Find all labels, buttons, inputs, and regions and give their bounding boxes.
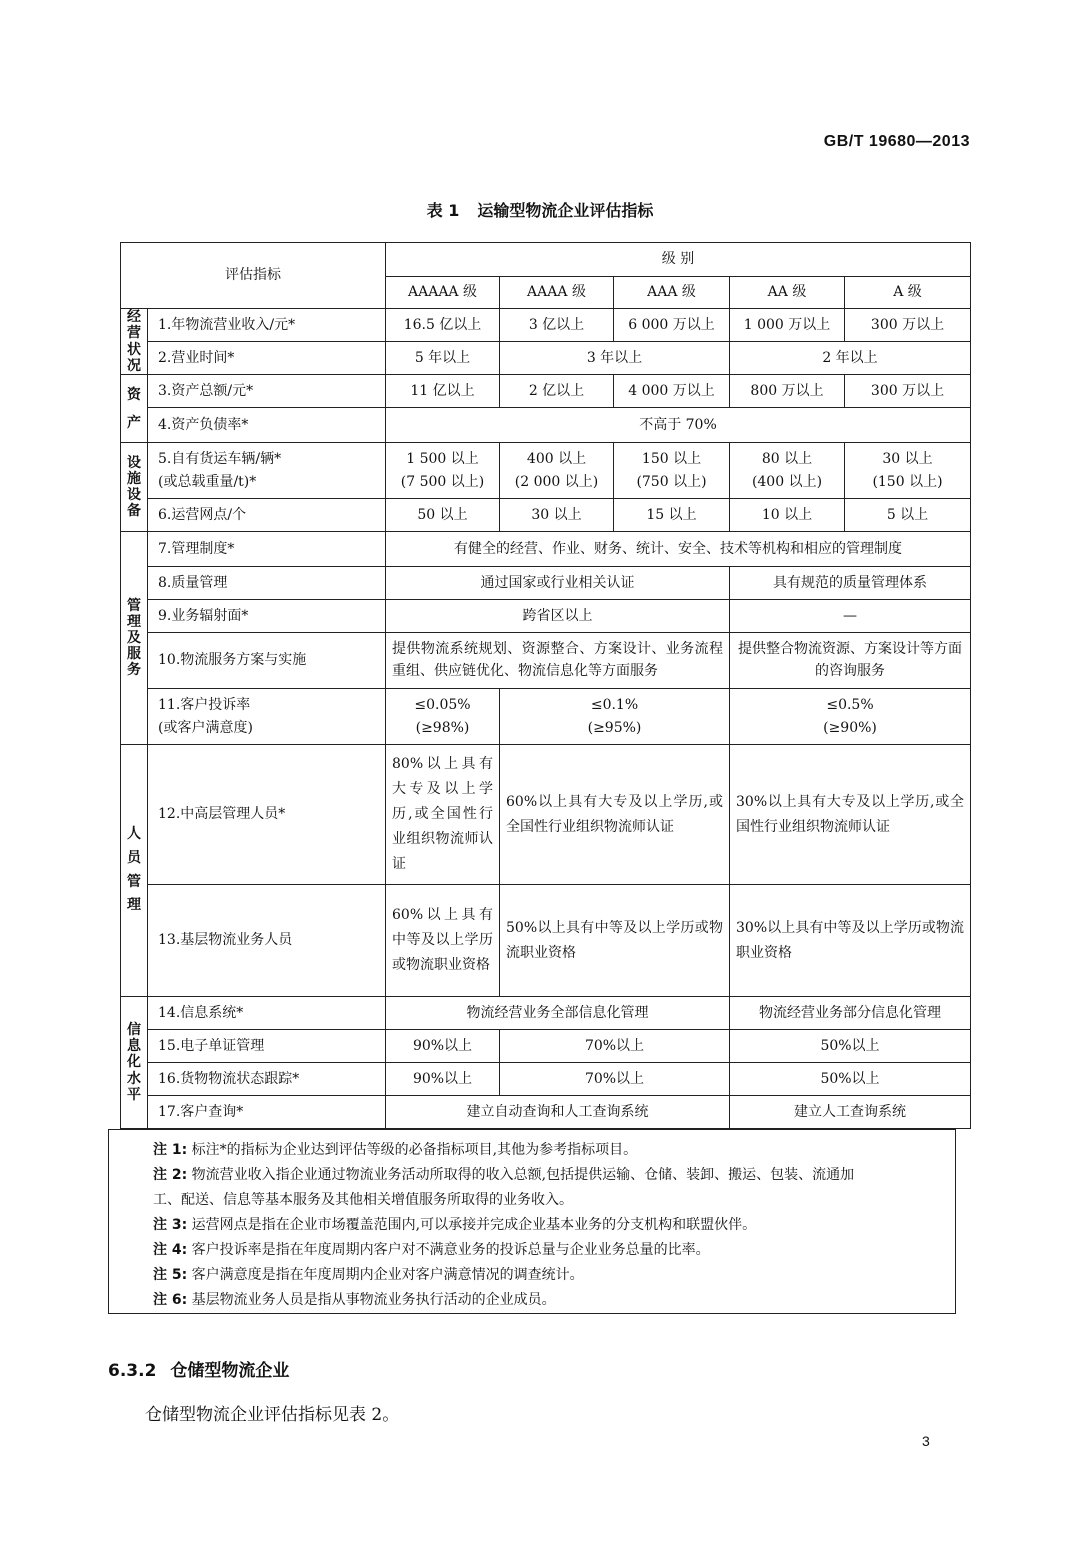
section-number: 6.3.2: [108, 1361, 157, 1381]
indicator-label: 3.资产总额/元*: [148, 375, 386, 408]
indicator-label: 10.物流服务方案与实施: [148, 633, 386, 689]
table-cell: 3 年以上: [500, 342, 730, 375]
table-cell: 90%以上: [386, 1030, 500, 1063]
table-cell: 400 以上 (2 000 以上): [500, 443, 614, 499]
indicator-label: 15.电子单证管理: [148, 1030, 386, 1063]
table-cell: 2 亿以上: [500, 375, 614, 408]
category-assets: 资产: [121, 375, 148, 443]
table-cell: 16.5 亿以上: [386, 309, 500, 342]
level-header: 级 别: [386, 243, 971, 277]
table-cell: 80 以上 (400 以上): [730, 443, 845, 499]
category-facilities: 设施设备: [121, 443, 148, 532]
note-item: 注 1: 标注*的指标为企业达到评估等级的必备指标项目,其他为参考指标项目。: [153, 1142, 638, 1158]
table-cell: 300 万以上: [845, 375, 971, 408]
table-cell: 物流经营业务全部信息化管理: [386, 997, 730, 1030]
note-continuation: 工、配送、信息等基本服务及其他相关增值服务所取得的业务收入。: [153, 1192, 573, 1208]
indicator-label: 8.质量管理: [148, 567, 386, 600]
table-cell: 150 以上 (750 以上): [614, 443, 730, 499]
table-cell: 90%以上: [386, 1063, 500, 1096]
note-item: 注 6: 基层物流业务人员是指从事物流业务执行活动的企业成员。: [153, 1292, 556, 1308]
table-notes: [108, 1129, 956, 1314]
note-item: 注 4: 客户投诉率是指在年度周期内客户对不满意业务的投诉总量与企业业务总量的比率。: [153, 1242, 710, 1258]
category-personnel: 人员管理: [121, 745, 148, 997]
table-cell: ≤0.1% (≥95%): [500, 689, 730, 745]
table-cell: 30 以上 (150 以上): [845, 443, 971, 499]
table-cell: 50 以上: [386, 499, 500, 532]
indicator-label: 12.中高层管理人员*: [148, 745, 386, 885]
standard-number: GB/T 19680—2013: [823, 133, 970, 150]
table-cell: 物流经营业务部分信息化管理: [730, 997, 971, 1030]
table-title: [0, 198, 1080, 221]
table-cell: 30%以上具有大专及以上学历,或全国性行业组织物流师认证: [730, 745, 971, 885]
table-cell: 60%以上具有大专及以上学历,或全国性行业组织物流师认证: [500, 745, 730, 885]
table-cell: 1 500 以上 (7 500 以上): [386, 443, 500, 499]
table-cell: 11 亿以上: [386, 375, 500, 408]
table-cell: ≤0.5% (≥90%): [730, 689, 971, 745]
table-cell: 建立人工查询系统: [730, 1096, 971, 1129]
indicator-label: [148, 443, 386, 499]
body-paragraph: 仓储型物流企业评估指标见表 2。: [145, 1405, 400, 1425]
indicator-label: 16.货物物流状态跟踪*: [148, 1063, 386, 1096]
indicator-label: 11.客户投诉率 (或客户满意度): [148, 689, 386, 745]
table-title-text: 运输型物流企业评估指标: [477, 201, 654, 220]
corner-header: 评估指标: [121, 243, 386, 309]
table-cell: 提供物流系统规划、资源整合、方案设计、业务流程重组、供应链优化、物流信息化等方面服务: [386, 633, 730, 689]
table-cell: 60%以上具有中等及以上学历或物流职业资格: [386, 885, 500, 997]
table-cell: 30 以上: [500, 499, 614, 532]
table-cell: 2 年以上: [730, 342, 971, 375]
table-cell: 70%以上: [500, 1063, 730, 1096]
note-item: 注 5: 客户满意度是指在年度周期内企业对客户满意情况的调查统计。: [153, 1267, 584, 1283]
table-cell: 70%以上: [500, 1030, 730, 1063]
level-header-cell: AAA 级: [614, 277, 730, 309]
table-cell: 10 以上: [730, 499, 845, 532]
table-cell: 50%以上具有中等及以上学历或物流职业资格: [500, 885, 730, 997]
level-header-cell: A 级: [845, 277, 971, 309]
table-cell: 6 000 万以上: [614, 309, 730, 342]
evaluation-table: [120, 242, 971, 1129]
table-cell: 300 万以上: [845, 309, 971, 342]
table-cell: 有健全的经营、作业、财务、统计、安全、技术等机构和相应的管理制度: [386, 532, 971, 567]
section-title: 仓储型物流企业: [170, 1361, 290, 1381]
table-cell: 3 亿以上: [500, 309, 614, 342]
section-heading: [108, 1356, 289, 1381]
indicator-label: 4.资产负债率*: [148, 408, 386, 443]
indicator-label-line: 5.自有货运车辆/辆*: [158, 451, 282, 468]
page-number: 3: [922, 1433, 930, 1449]
indicator-label: 17.客户查询*: [148, 1096, 386, 1129]
table-cell: ≤0.05% (≥98%): [386, 689, 500, 745]
note-item: 注 2: 物流营业收入指企业通过物流业务活动所取得的收入总额,包括提供运输、仓储、装卸、搬运、包装、流通加: [153, 1167, 855, 1183]
indicator-label: 1.年物流营业收入/元*: [148, 309, 386, 342]
table-cell: 1 000 万以上: [730, 309, 845, 342]
table-cell: —: [730, 600, 971, 633]
table-cell: 80%以上具有大专及以上学历,或全国性行业组织物流师认证: [386, 745, 500, 885]
note-item: 注 3: 运营网点是指在企业市场覆盖范围内,可以承接并完成企业基本业务的分支机构和联盟伙伴。: [153, 1217, 757, 1233]
table-cell: 50%以上: [730, 1063, 971, 1096]
indicator-label: 6.运营网点/个: [148, 499, 386, 532]
table-number: 表 1: [426, 201, 460, 220]
category-management: 管理及服务: [121, 532, 148, 745]
table-cell: 提供整合物流资源、方案设计等方面的咨询服务: [730, 633, 971, 689]
indicator-label: 7.管理制度*: [148, 532, 386, 567]
table-cell: 具有规范的质量管理体系: [730, 567, 971, 600]
level-header-cell: AA 级: [730, 277, 845, 309]
table-cell: 通过国家或行业相关认证: [386, 567, 730, 600]
table-cell: 30%以上具有中等及以上学历或物流职业资格: [730, 885, 971, 997]
level-header-cell: AAAA 级: [500, 277, 614, 309]
indicator-label-line: (或总载重量/t)*: [158, 473, 257, 490]
table-cell: 50%以上: [730, 1030, 971, 1063]
indicator-label: 13.基层物流业务人员: [148, 885, 386, 997]
table-cell: 800 万以上: [730, 375, 845, 408]
table-cell: 4 000 万以上: [614, 375, 730, 408]
table-cell: 跨省区以上: [386, 600, 730, 633]
indicator-label: 14.信息系统*: [148, 997, 386, 1030]
indicator-label: 9.业务辐射面*: [148, 600, 386, 633]
indicator-label: 2.营业时间*: [148, 342, 386, 375]
category-informatization: 信息化水平: [121, 997, 148, 1129]
table-cell: 不高于 70%: [386, 408, 971, 443]
table-cell: 建立自动查询和人工查询系统: [386, 1096, 730, 1129]
table-cell: 5 以上: [845, 499, 971, 532]
category-operation: 经营状况: [121, 309, 148, 375]
table-cell: 5 年以上: [386, 342, 500, 375]
table-cell: 15 以上: [614, 499, 730, 532]
level-header-cell: AAAAA 级: [386, 277, 500, 309]
